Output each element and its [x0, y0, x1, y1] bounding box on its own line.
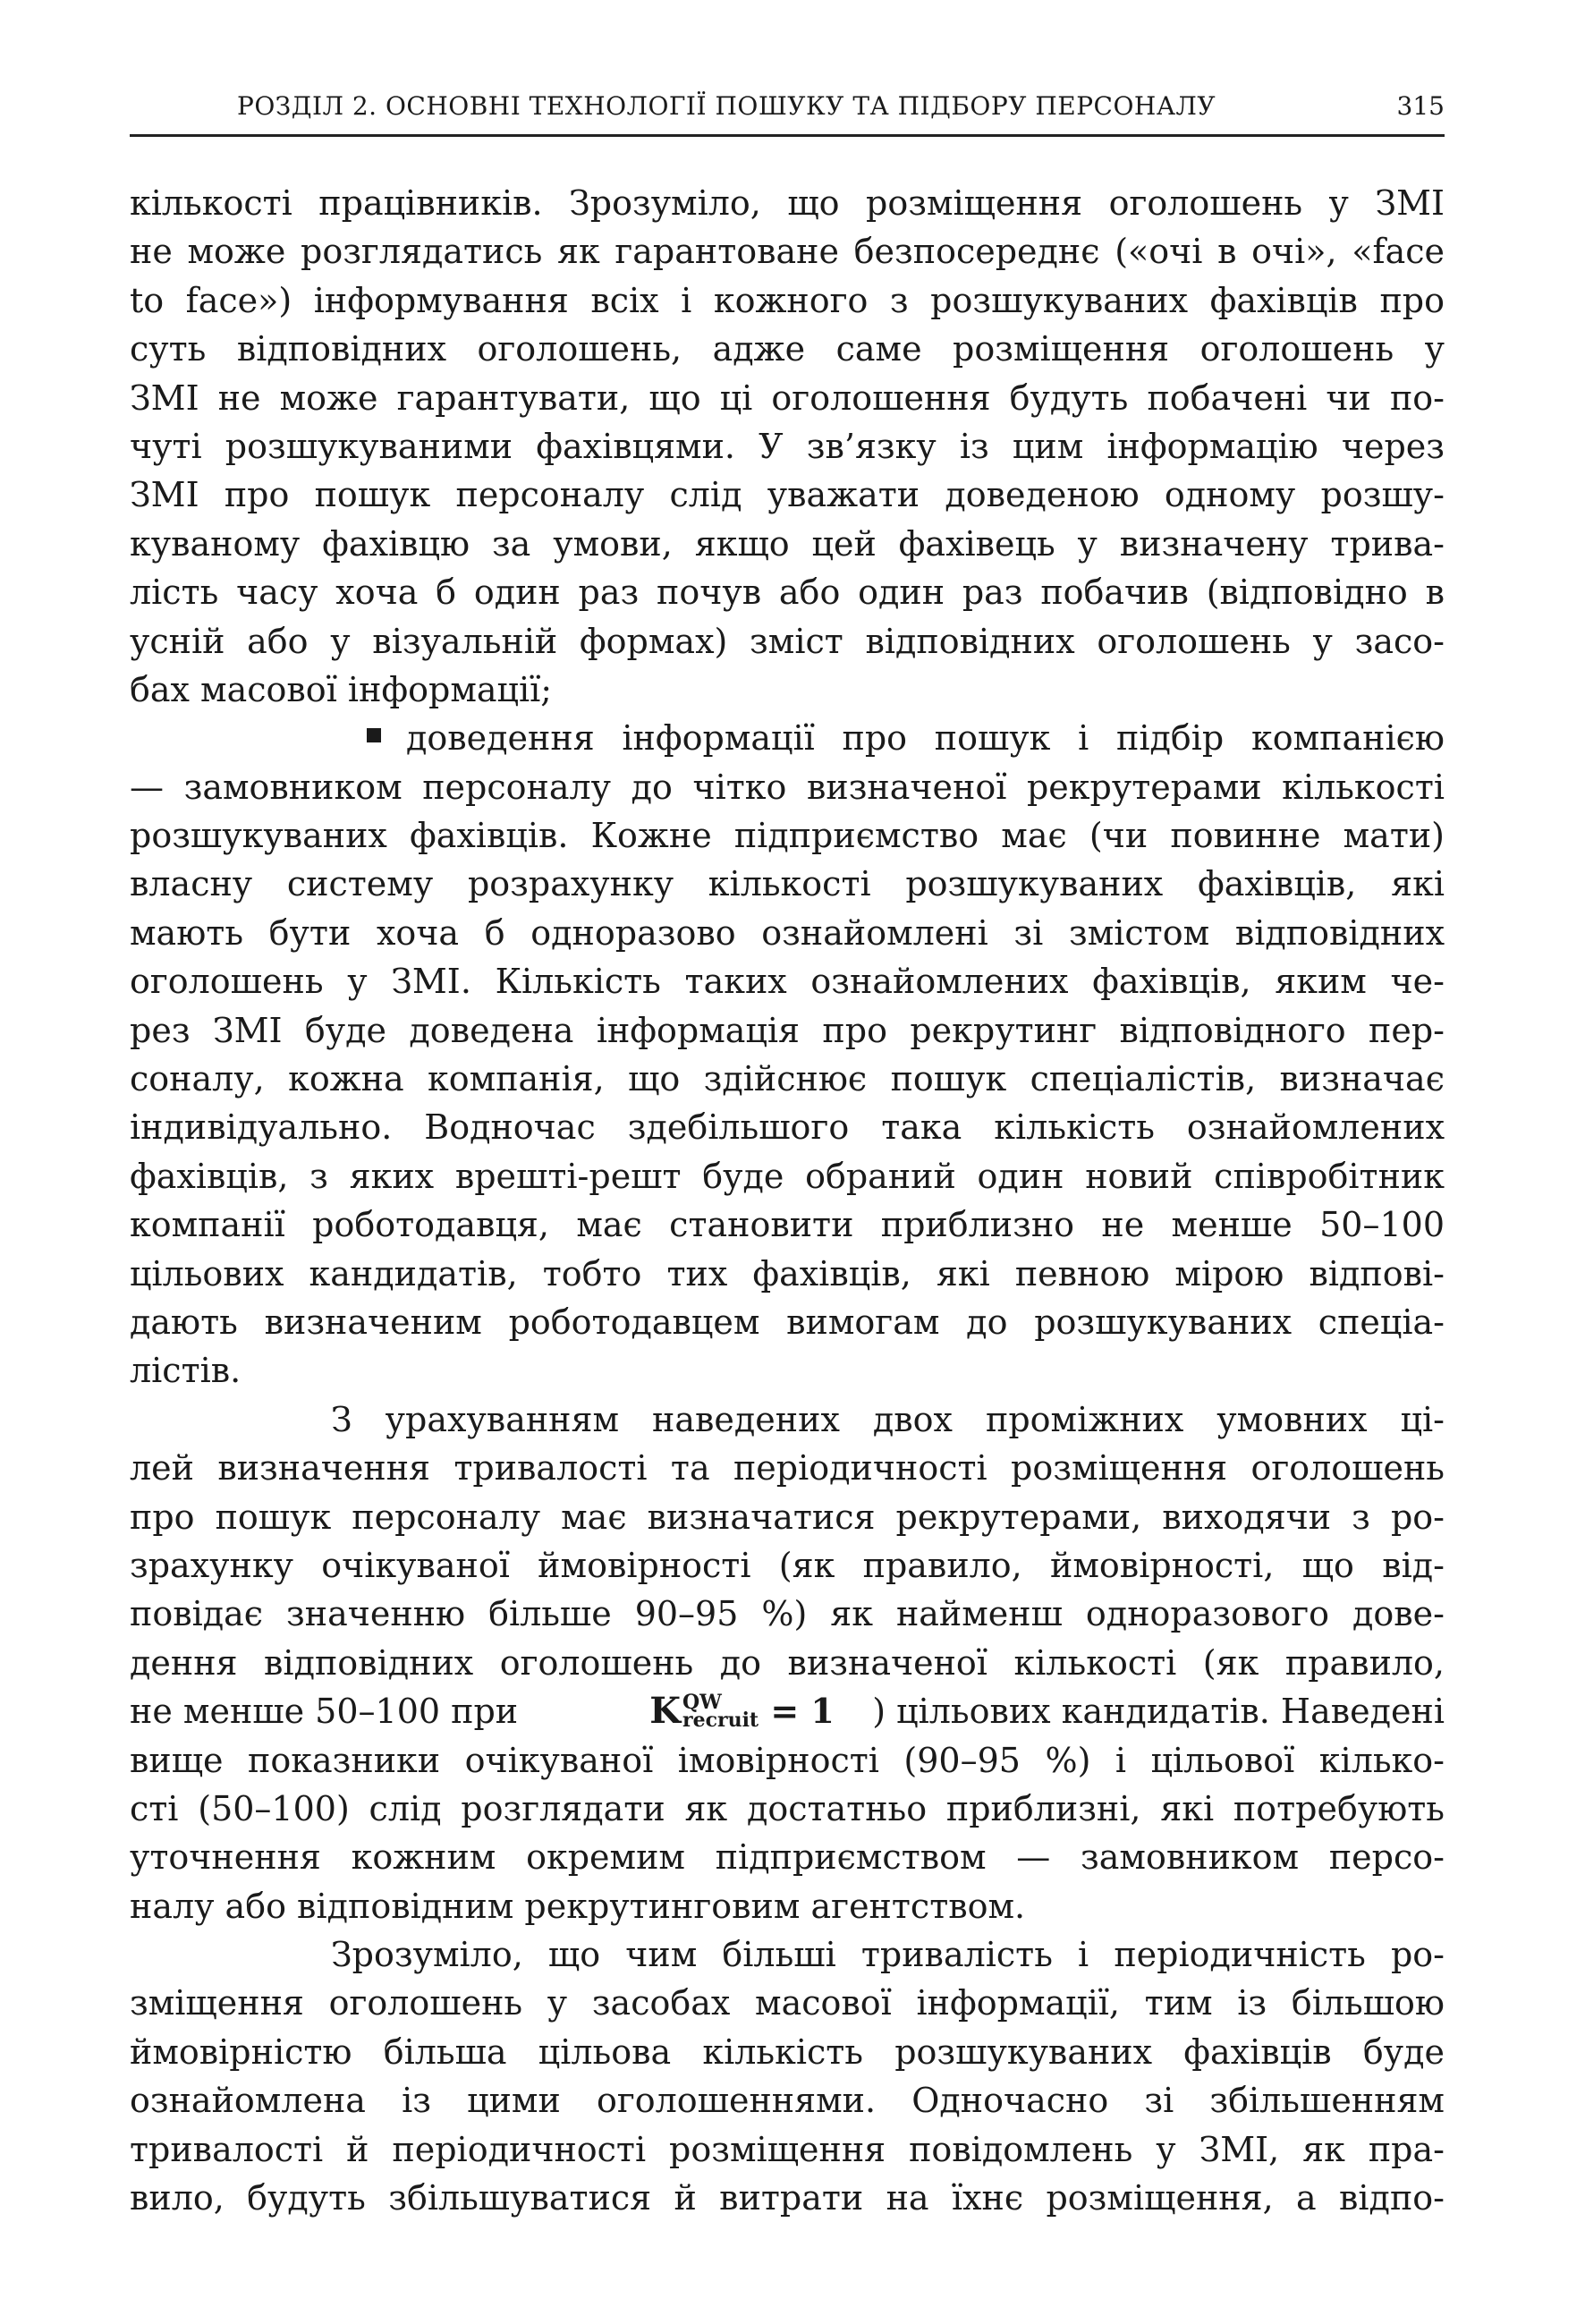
page-body: [130, 179, 1445, 2222]
text-line: усній або у візуальній формах) зміст відповідних оголошень у засо-: [130, 621, 1445, 661]
text-line: рез ЗМІ буде доведена інформація про рекрутинг відповідного пер-: [130, 1010, 1445, 1050]
text-line: Зрозуміло, що чим більші тривалість і періодичність ро-: [331, 1935, 1445, 1975]
text-line: про пошук персоналу має визначатися рекрутерами, виходячи з ро-: [130, 1497, 1445, 1537]
text-line: індивідуально. Водночас здебільшого така кількість ознайомлених: [130, 1107, 1445, 1148]
formula-superscript: QW: [682, 1690, 722, 1714]
text-line: дення відповідних оголошень до визначеної кількості (як правило,: [130, 1642, 1445, 1683]
text-line: цільових кандидатів, тобто тих фахівців, які певною мірою відпові-: [130, 1253, 1445, 1293]
formula-subscript: recruit: [682, 1708, 759, 1732]
text-line: дають визначеним роботодавцем вимогам до розшукуваних спеціа-: [130, 1302, 1445, 1342]
text-line: кількості працівників. Зрозуміло, що розміщення оголошень у ЗМІ: [130, 183, 1445, 223]
text-line: уточнення кожним окремим підприємством — замовником персо-: [130, 1837, 1445, 1878]
text-line: лей визначення тривалості та періодичності розміщення оголошень: [130, 1448, 1445, 1489]
text-line: to face») інформування всіх і кожного з розшукуваних фахівців про: [130, 280, 1445, 320]
text-line: фахівців, з яких врешті-решт буде обраний один новий співробітник: [130, 1156, 1445, 1196]
text-line: вило, будуть збільшуватися й витрати на їхнє розміщення, а відпо-: [130, 2178, 1445, 2218]
text-line: лість часу хоча б один раз почув або один раз побачив (відповідно в: [130, 573, 1445, 613]
bullet-square-icon: [367, 728, 381, 742]
page-header: [130, 82, 1445, 137]
text-line: суть відповідних оголошень, адже саме розміщення оголошень у: [130, 329, 1445, 369]
formula-line: [130, 1687, 1445, 1735]
text-line: розшукуваних фахівців. Кожне підприємство має (чи повинне мати): [130, 816, 1445, 856]
text-line: бах масової інформації;: [130, 669, 553, 709]
text-line: ймовірністю більша цільова кількість розшукуваних фахівців буде: [130, 2031, 1445, 2072]
bullet-item: [130, 714, 1445, 762]
text-line: вище показники очікуваної імовірності (90–95 %) і цільової кілько-: [130, 1740, 1445, 1780]
text-line: повідає значенню більше 90–95 %) як найменш одноразового дове-: [130, 1594, 1445, 1634]
text-line: куваному фахівцю за умови, якщо цей фахівець у визначену трива-: [130, 523, 1445, 564]
text-line: не може розглядатись як гарантоване безпосереднє («очі в очі», «face: [130, 232, 1445, 272]
formula-symbol: K: [649, 1690, 681, 1733]
text-line: лістів.: [130, 1351, 242, 1391]
text-line: ЗМІ про пошук персоналу слід уважати доведеною одному розшу-: [130, 475, 1445, 515]
text-line: ознайомлена із цими оголошеннями. Одночасно зі збільшенням: [130, 2081, 1445, 2121]
text-line: чуті розшукуваними фахівцями. У зв’язку із цим інформацію через: [130, 426, 1445, 466]
text-line: зрахунку очікуваної ймовірності (як правило, ймовірності, що від-: [130, 1545, 1445, 1585]
formula-indices: [682, 1690, 759, 1732]
text-line: оголошень у ЗМІ. Кількість таких ознайомлених фахівців, яким че-: [130, 962, 1445, 1002]
running-head: РОЗДІЛ 2. ОСНОВНІ ТЕХНОЛОГІЇ ПОШУКУ ТА ПІДБОРУ ПЕРСОНАЛУ: [237, 91, 1216, 121]
text-line: тривалості й періодичності розміщення повідомлень у ЗМІ, як пра-: [130, 2129, 1445, 2169]
text-line: налу або відповідним рекрутинговим агентством.: [130, 1886, 1026, 1926]
text-line: — замовником персоналу до чітко визначеної рекрутерами кількості: [130, 767, 1445, 807]
text-line: компанії роботодавця, має становити приблизно не менше 50–100: [130, 1205, 1445, 1245]
page-number: 315: [1396, 91, 1445, 121]
text-line: ЗМІ не може гарантувати, що ці оголошення будуть побачені чи по-: [130, 377, 1445, 418]
text-line: зміщення оголошень у засобах масової інформації, тим із більшою: [130, 1983, 1445, 2023]
formula-suffix: ) цільових кандидатів. Наведені: [872, 1692, 1445, 1732]
text-line: З урахуванням наведених двох проміжних умовних ці-: [331, 1399, 1445, 1439]
formula-prefix: не менше 50–100 при: [130, 1692, 530, 1732]
text-line: власну систему розрахунку кількості розшукуваних фахівців, які: [130, 864, 1445, 904]
text-line: соналу, кожна компанія, що здійснює пошук спеціалістів, визначає: [130, 1059, 1445, 1099]
bullet-text: доведення інформації про пошук і підбір компанією: [406, 718, 1445, 759]
text-line: мають бути хоча б одноразово ознайомлені зі змістом відповідних: [130, 912, 1445, 953]
formula-equals: = 1: [759, 1691, 847, 1732]
text-line: сті (50–100) слід розглядати як достатньо приблизні, які потребують: [130, 1788, 1445, 1828]
